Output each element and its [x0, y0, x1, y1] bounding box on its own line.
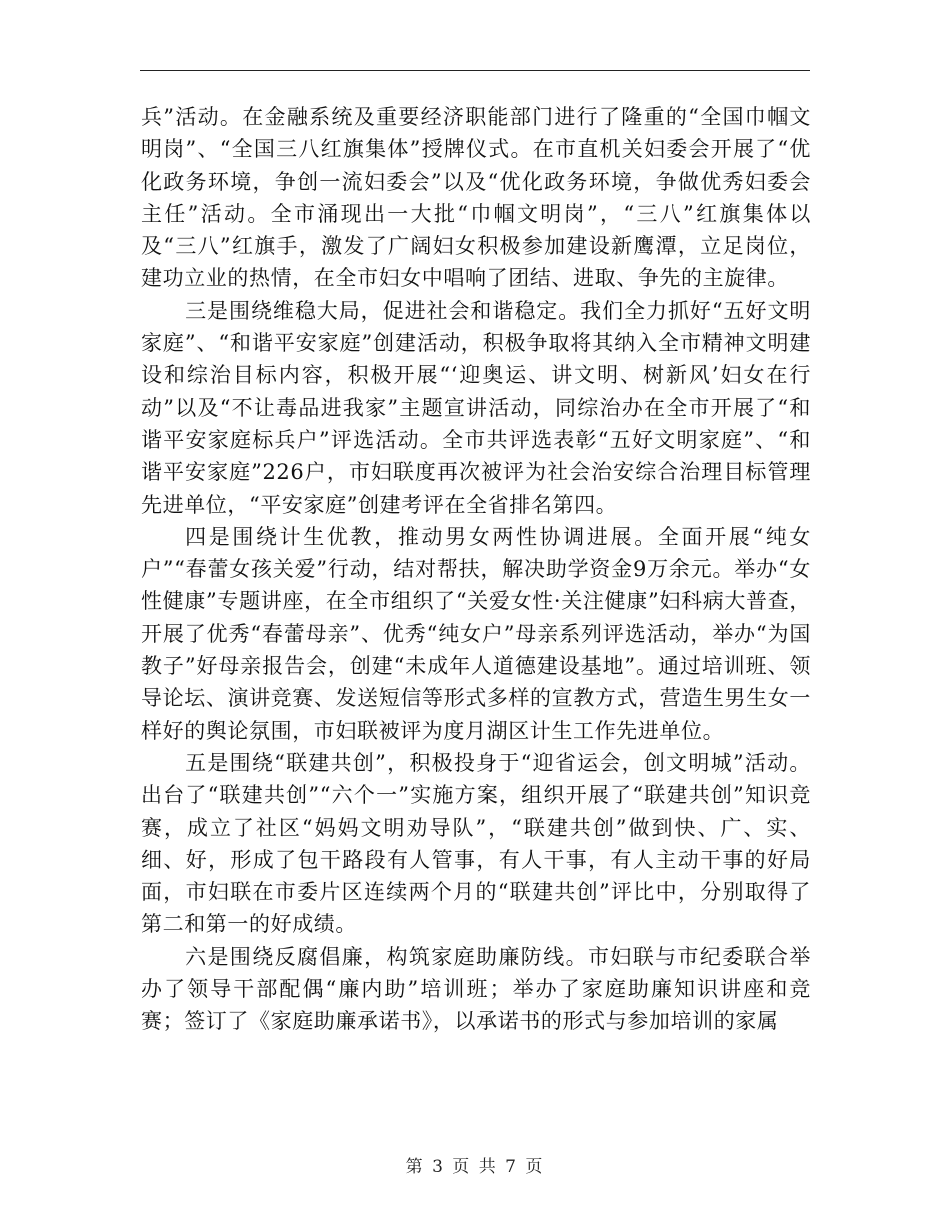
paragraph-continuation: 兵”活动。在金融系统及重要经济职能部门进行了隆重的“全国巾帼文明岗”、“全国三八红旗集体”授牌仪式。在市直机关妇委会开展了“优化政务环境，争创一流妇委会”以及“优化政务环境，争做优秀妇委会主任”活动。全市涌现出一大批“巾帼文明岗”，“三八”红旗集体以及“三八”红旗手，激发了广阔妇女积极参加建设新鹰潭，立足岗位，建功立业的热情，在全市妇女中唱响了团结、进取、争先的主旋律。	[141, 105, 811, 291]
page-number: 第 3 页 共 7 页	[405, 1157, 545, 1177]
header-rule	[140, 70, 810, 71]
paragraph-four: 四是围绕计生优教，推动男女两性协调进展。全面开展“纯女户”“春蕾女孩关爱”行动，结对帮扶，解决助学资金9万余元。举办“女性健康”专题讲座，在全市组织了“关爱女性·关注健康”妇科病大普查，开展了优秀“春蕾母亲”、优秀“纯女户”母亲系列评选活动，举办“为国教子”好母亲报告会，创建“未成年人道德建设基地”。通过培训班、领导论坛、演讲竞赛、发送短信等形式多样的宣教方式，营造生男生女一样好的舆论氛围，市妇联被评为度月湖区计生工作先进单位。	[141, 524, 811, 743]
document-body	[141, 101, 811, 1038]
paragraph-five: 五是围绕“联建共创”，积极投身于“迎省运会，创文明城”活动。出台了“联建共创”“六个一”实施方案，组织开展了“联建共创”知识竞赛，成立了社区“妈妈文明劝导队”，“联建共创”做到快、广、实、细、好，形成了包干路段有人管事，有人干事，有人主动干事的好局面，市妇联在市委片区连续两个月的“联建共创”评比中，分别取得了第二和第一的好成绩。	[141, 750, 811, 937]
paragraph-three: 三是围绕维稳大局，促进社会和谐稳定。我们全力抓好“五好文明家庭”、“和谐平安家庭”创建活动，积极争取将其纳入全市精神文明建设和综治目标内容，积极开展“‘迎奥运、讲文明、树新风’妇女在行动”以及“不让毒品进我家”主题宣讲活动，同综治办在全市开展了“和谐平安家庭标兵户”评选活动。全市共评选表彰“五好文明家庭”、“和谐平安家庭”226户，市妇联度再次被评为社会治安综合治理目标管理先进单位，“平安家庭”创建考评在全省排名第四。	[141, 298, 811, 517]
paragraph-six: 六是围绕反腐倡廉，构筑家庭助廉防线。市妇联与市纪委联合举办了领导干部配偶“廉内助”培训班；举办了家庭助廉知识讲座和竞赛；签订了《家庭助廉承诺书》，以承诺书的形式与参加培训的家属	[141, 944, 811, 1034]
